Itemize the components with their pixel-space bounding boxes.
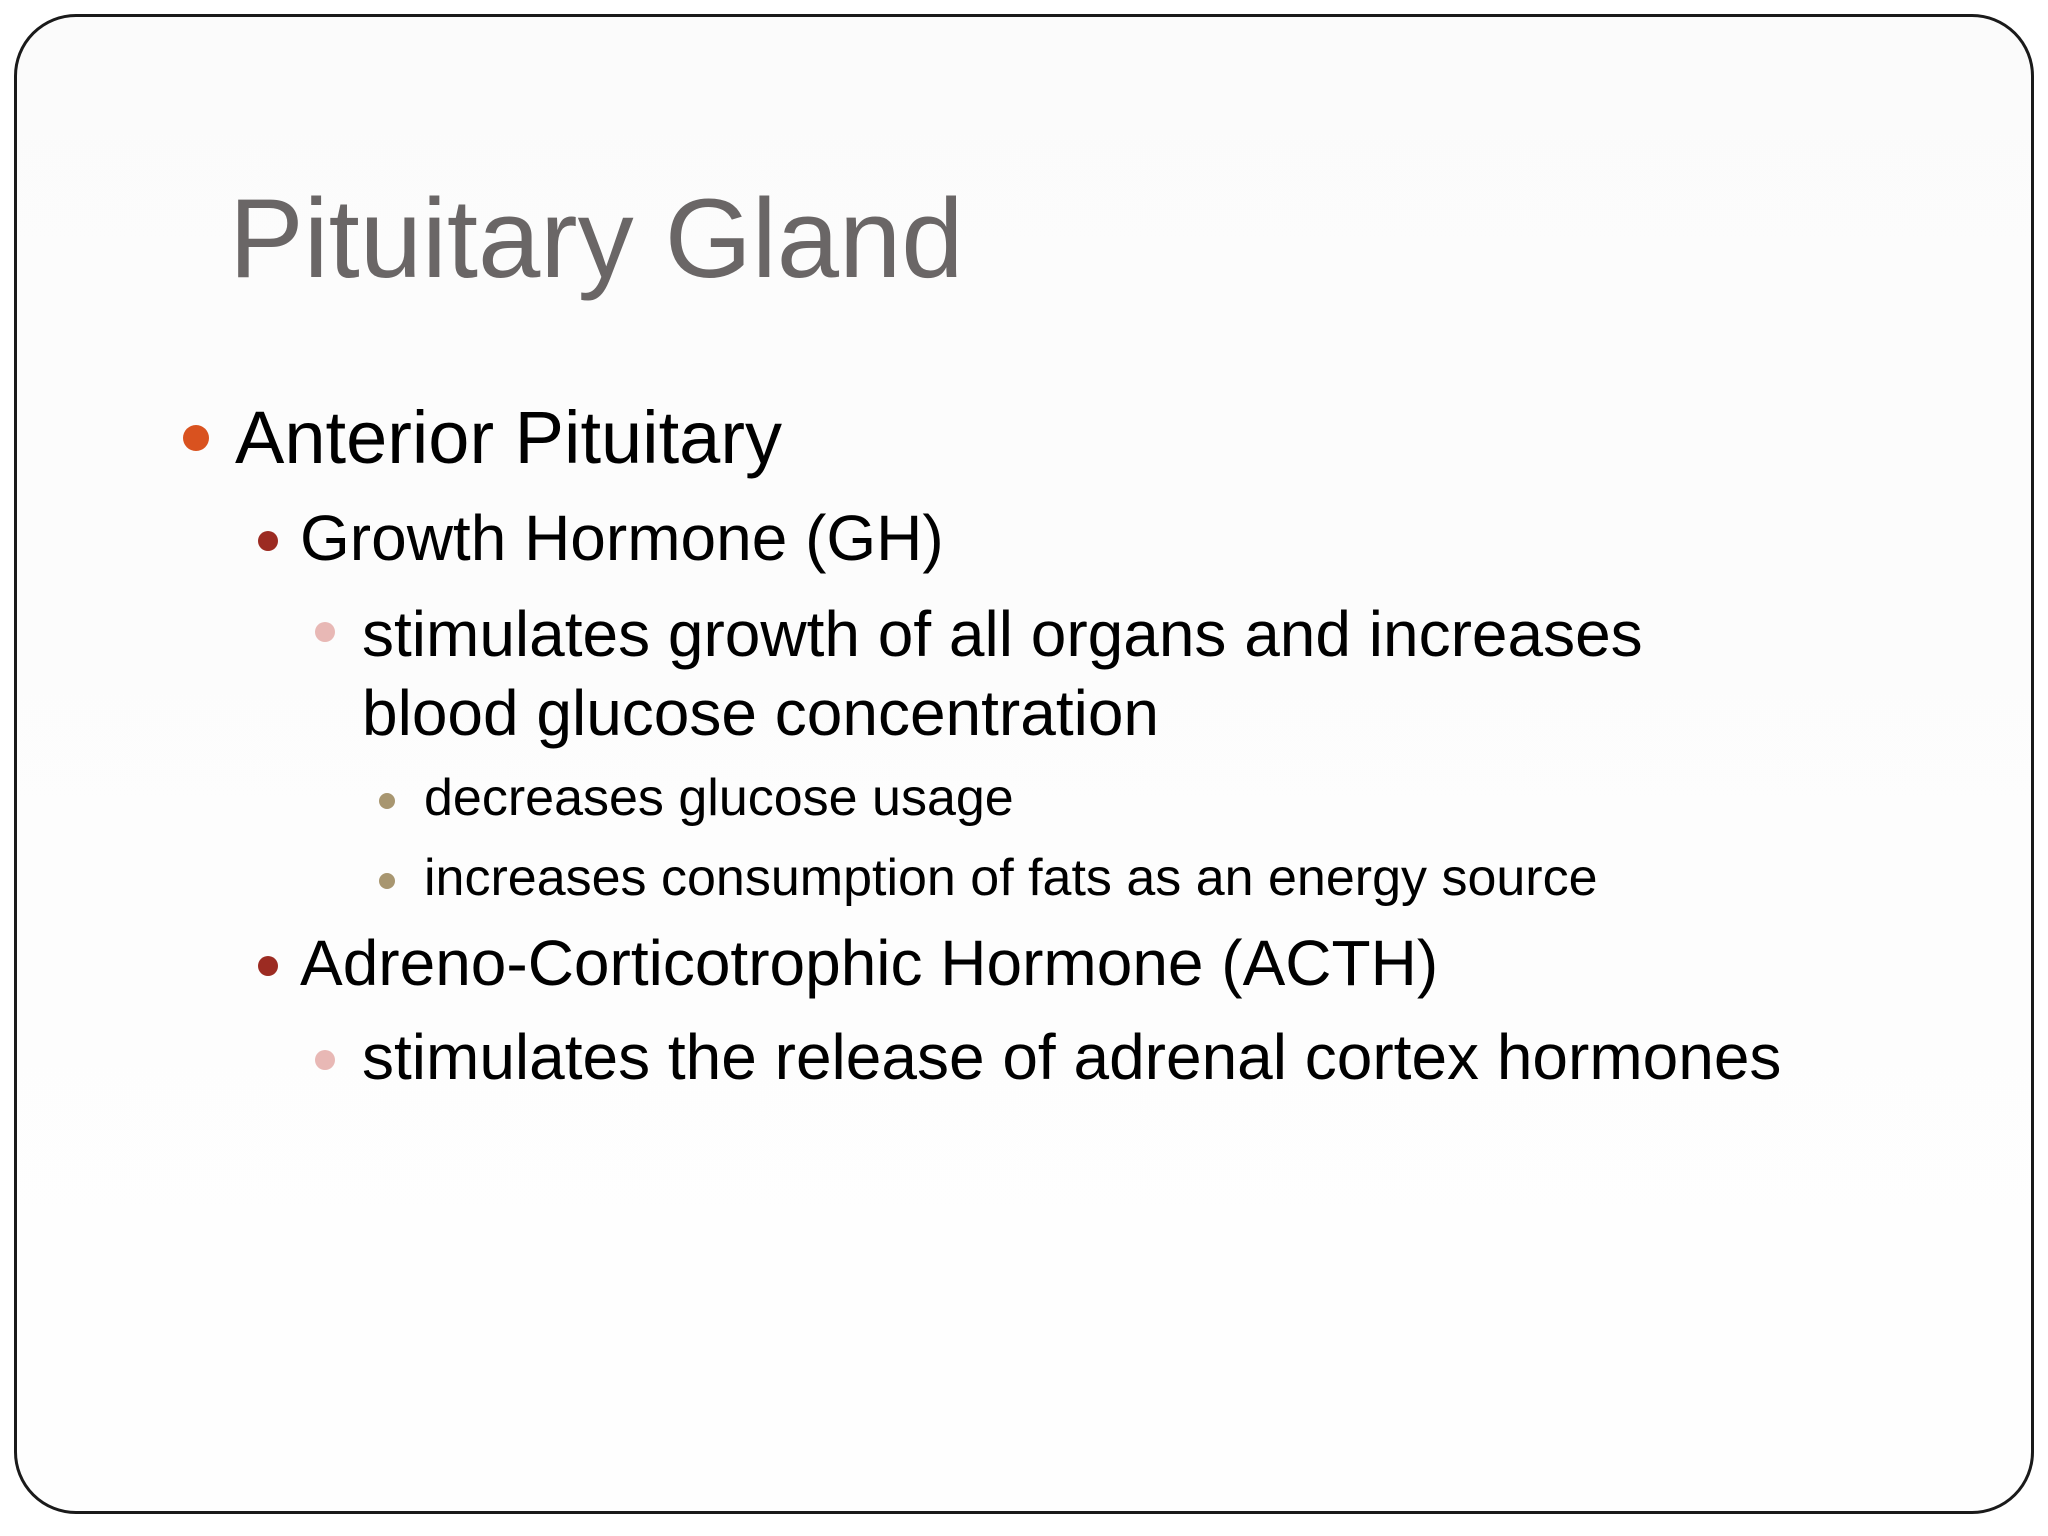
- bullet-dot-level4: [379, 873, 395, 889]
- bullet-anterior-pituitary: Anterior Pituitary: [235, 396, 782, 479]
- bullet-gh-detail-fats: increases consumption of fats as an energy source: [424, 849, 1598, 907]
- bullet-growth-hormone: Growth Hormone (GH): [300, 502, 944, 574]
- bullet-dot-level2: [258, 531, 278, 551]
- bullet-acth: Adreno-Corticotrophic Hormone (ACTH): [300, 927, 1439, 999]
- bullet-acth-effect: stimulates the release of adrenal cortex hormones: [362, 1021, 1782, 1093]
- slide: [14, 14, 2034, 1514]
- bullet-dot-level4: [379, 793, 395, 809]
- bullet-dot-level3: [315, 622, 335, 642]
- bullet-gh-detail-glucose: decreases glucose usage: [424, 769, 1014, 827]
- bullet-list: [17, 17, 2031, 1511]
- slide-title: Pituitary Gland: [229, 176, 964, 301]
- bullet-dot-level1: [183, 425, 209, 451]
- bullet-dot-level2: [258, 956, 278, 976]
- bullet-gh-effect: stimulates growth of all organs and increases blood glucose concentration: [362, 598, 1643, 749]
- bullet-dot-level3: [315, 1050, 335, 1070]
